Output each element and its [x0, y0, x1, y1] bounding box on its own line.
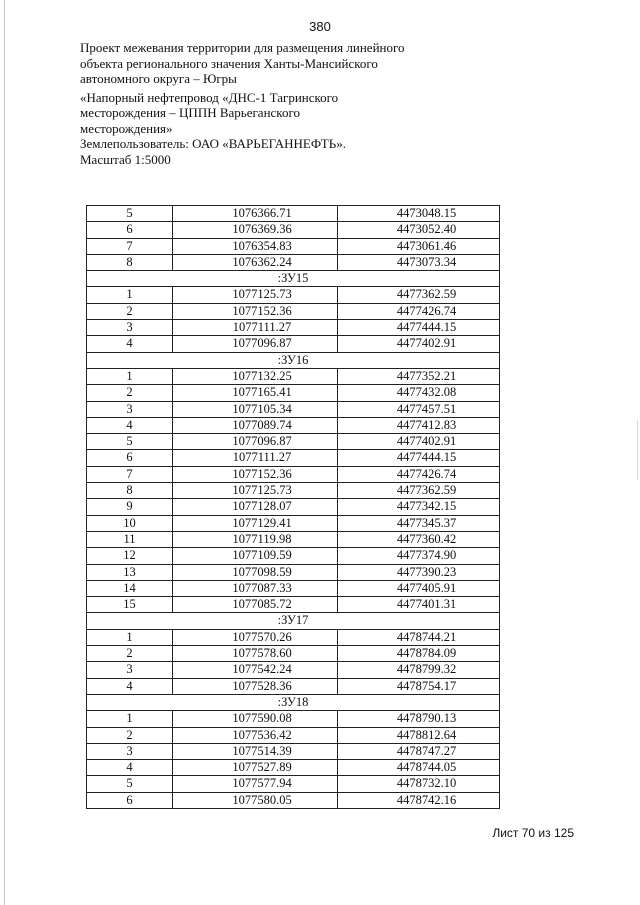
coordinate-x: 1076366.71 [173, 206, 338, 222]
coordinate-y: 4473073.34 [338, 254, 500, 270]
table-section-row [87, 352, 500, 368]
point-number: 2 [87, 385, 173, 401]
point-number: 4 [87, 760, 173, 776]
table-row [87, 336, 500, 352]
coordinate-x: 1077577.94 [173, 776, 338, 792]
point-number: 8 [87, 254, 173, 270]
coordinate-y: 4477374.90 [338, 548, 500, 564]
coordinate-y: 4478812.64 [338, 727, 500, 743]
coordinate-x: 1077590.08 [173, 711, 338, 727]
document-header [80, 40, 410, 167]
header-line-2: объекта регионального значения Ханты-Мансийского [80, 55, 378, 71]
table-row [87, 222, 500, 238]
table-row [87, 287, 500, 303]
coordinate-y: 4477457.51 [338, 401, 500, 417]
coordinate-y: 4477444.15 [338, 450, 500, 466]
coordinate-x: 1077527.89 [173, 760, 338, 776]
table-row [87, 564, 500, 580]
table-row [87, 548, 500, 564]
coordinate-x: 1077570.26 [173, 629, 338, 645]
scan-edge-left [4, 0, 5, 905]
table-row [87, 531, 500, 547]
table-row [87, 776, 500, 792]
coordinate-x: 1077578.60 [173, 646, 338, 662]
header-line-5: месторождения – ЦППН Варьеганского [80, 105, 300, 120]
point-number: 7 [87, 466, 173, 482]
table-row [87, 368, 500, 384]
coordinate-x: 1077580.05 [173, 792, 338, 808]
coordinate-x: 1077111.27 [173, 450, 338, 466]
point-number: 4 [87, 678, 173, 694]
table-row [87, 401, 500, 417]
section-label: :ЗУ18 [87, 694, 500, 710]
scan-edge-right [637, 420, 638, 480]
coordinate-y: 4473061.46 [338, 238, 500, 254]
coordinate-x: 1077125.73 [173, 483, 338, 499]
coordinate-y: 4477345.37 [338, 515, 500, 531]
header-line-4: «Напорный нефтепровод «ДНС-1 Тагринского [80, 89, 339, 105]
point-number: 5 [87, 434, 173, 450]
point-number: 14 [87, 580, 173, 596]
point-number: 6 [87, 450, 173, 466]
point-number: 8 [87, 483, 173, 499]
coordinate-x: 1077119.98 [173, 531, 338, 547]
coordinate-y: 4478754.17 [338, 678, 500, 694]
table-row [87, 743, 500, 759]
coordinate-y: 4477362.59 [338, 483, 500, 499]
point-number: 9 [87, 499, 173, 515]
header-line-3: автономного округа – Югры [80, 71, 237, 86]
table-row [87, 466, 500, 482]
table-section-row [87, 694, 500, 710]
point-number: 2 [87, 727, 173, 743]
coordinate-y: 4478747.27 [338, 743, 500, 759]
coordinate-y: 4478784.09 [338, 646, 500, 662]
coordinate-y: 4477401.31 [338, 597, 500, 613]
point-number: 12 [87, 548, 173, 564]
header-line-7: Землепользователь: ОАО «ВАРЬЕГАННЕФТЬ». [80, 136, 346, 151]
table-row [87, 711, 500, 727]
coordinate-y: 4473052.40 [338, 222, 500, 238]
point-number: 6 [87, 792, 173, 808]
coordinate-x: 1077111.27 [173, 320, 338, 336]
coordinate-y: 4477342.15 [338, 499, 500, 515]
table-row [87, 499, 500, 515]
coordinate-y: 4477402.91 [338, 336, 500, 352]
point-number: 3 [87, 401, 173, 417]
coordinate-y: 4473048.15 [338, 206, 500, 222]
table-row [87, 515, 500, 531]
point-number: 7 [87, 238, 173, 254]
coordinate-x: 1077096.87 [173, 336, 338, 352]
point-number: 2 [87, 646, 173, 662]
table-row [87, 206, 500, 222]
point-number: 5 [87, 776, 173, 792]
coordinate-y: 4478744.21 [338, 629, 500, 645]
coordinate-y: 4478742.16 [338, 792, 500, 808]
coordinate-x: 1077536.42 [173, 727, 338, 743]
table-row [87, 662, 500, 678]
table-row [87, 629, 500, 645]
coordinate-y: 4477360.42 [338, 531, 500, 547]
table-row [87, 727, 500, 743]
coordinate-x: 1076362.24 [173, 254, 338, 270]
point-number: 6 [87, 222, 173, 238]
coordinate-x: 1077165.41 [173, 385, 338, 401]
table-row [87, 320, 500, 336]
coordinate-x: 1077125.73 [173, 287, 338, 303]
coordinate-y: 4478732.10 [338, 776, 500, 792]
coordinate-x: 1077128.07 [173, 499, 338, 515]
table-row [87, 646, 500, 662]
coordinate-y: 4477426.74 [338, 466, 500, 482]
coordinate-y: 4477412.83 [338, 417, 500, 433]
coordinate-x: 1077109.59 [173, 548, 338, 564]
coordinate-x: 1077087.33 [173, 580, 338, 596]
coordinate-y: 4477402.91 [338, 434, 500, 450]
table-row [87, 760, 500, 776]
coordinate-y: 4477352.21 [338, 368, 500, 384]
coordinate-x: 1077542.24 [173, 662, 338, 678]
table-row [87, 792, 500, 808]
point-number: 11 [87, 531, 173, 547]
point-number: 3 [87, 743, 173, 759]
table-row [87, 678, 500, 694]
coordinate-y: 4477426.74 [338, 303, 500, 319]
point-number: 5 [87, 206, 173, 222]
coordinate-y: 4477405.91 [338, 580, 500, 596]
coordinate-y: 4478790.13 [338, 711, 500, 727]
table-row [87, 597, 500, 613]
point-number: 1 [87, 287, 173, 303]
point-number: 4 [87, 336, 173, 352]
coordinate-x: 1077152.36 [173, 466, 338, 482]
page-number: 380 [309, 19, 331, 34]
coordinate-y: 4478744.05 [338, 760, 500, 776]
coordinate-x: 1076369.36 [173, 222, 338, 238]
coordinate-x: 1077096.87 [173, 434, 338, 450]
point-number: 1 [87, 629, 173, 645]
coordinate-x: 1077105.34 [173, 401, 338, 417]
header-line-1: Проект межевания территории для размещения линейного [80, 40, 405, 55]
point-number: 1 [87, 368, 173, 384]
header-line-6: месторождения» [80, 120, 173, 136]
coordinate-x: 1077085.72 [173, 597, 338, 613]
table-row [87, 254, 500, 270]
coordinate-x: 1077089.74 [173, 417, 338, 433]
point-number: 13 [87, 564, 173, 580]
point-number: 3 [87, 320, 173, 336]
coordinate-y: 4477432.08 [338, 385, 500, 401]
coordinate-y: 4477390.23 [338, 564, 500, 580]
header-line-8: Масштаб 1:5000 [80, 151, 171, 167]
coordinate-y: 4477444.15 [338, 320, 500, 336]
point-number: 1 [87, 711, 173, 727]
point-number: 3 [87, 662, 173, 678]
section-label: :ЗУ17 [87, 613, 500, 629]
table-row [87, 303, 500, 319]
table-row [87, 385, 500, 401]
coordinate-x: 1077528.36 [173, 678, 338, 694]
coordinates-table-body [87, 206, 500, 809]
section-label: :ЗУ16 [87, 352, 500, 368]
coordinate-y: 4478799.32 [338, 662, 500, 678]
point-number: 4 [87, 417, 173, 433]
table-row [87, 238, 500, 254]
point-number: 15 [87, 597, 173, 613]
table-row [87, 434, 500, 450]
table-row [87, 417, 500, 433]
coordinate-x: 1076354.83 [173, 238, 338, 254]
coordinate-x: 1077132.25 [173, 368, 338, 384]
point-number: 2 [87, 303, 173, 319]
coordinate-x: 1077514.39 [173, 743, 338, 759]
sheet-counter: Лист 70 из 125 [492, 826, 574, 840]
section-label: :ЗУ15 [87, 271, 500, 287]
coordinate-x: 1077098.59 [173, 564, 338, 580]
coordinate-y: 4477362.59 [338, 287, 500, 303]
coordinate-x: 1077129.41 [173, 515, 338, 531]
table-row [87, 580, 500, 596]
coordinate-x: 1077152.36 [173, 303, 338, 319]
point-number: 10 [87, 515, 173, 531]
table-row [87, 450, 500, 466]
coordinates-table [86, 205, 500, 809]
table-row [87, 483, 500, 499]
table-section-row [87, 271, 500, 287]
table-section-row [87, 613, 500, 629]
